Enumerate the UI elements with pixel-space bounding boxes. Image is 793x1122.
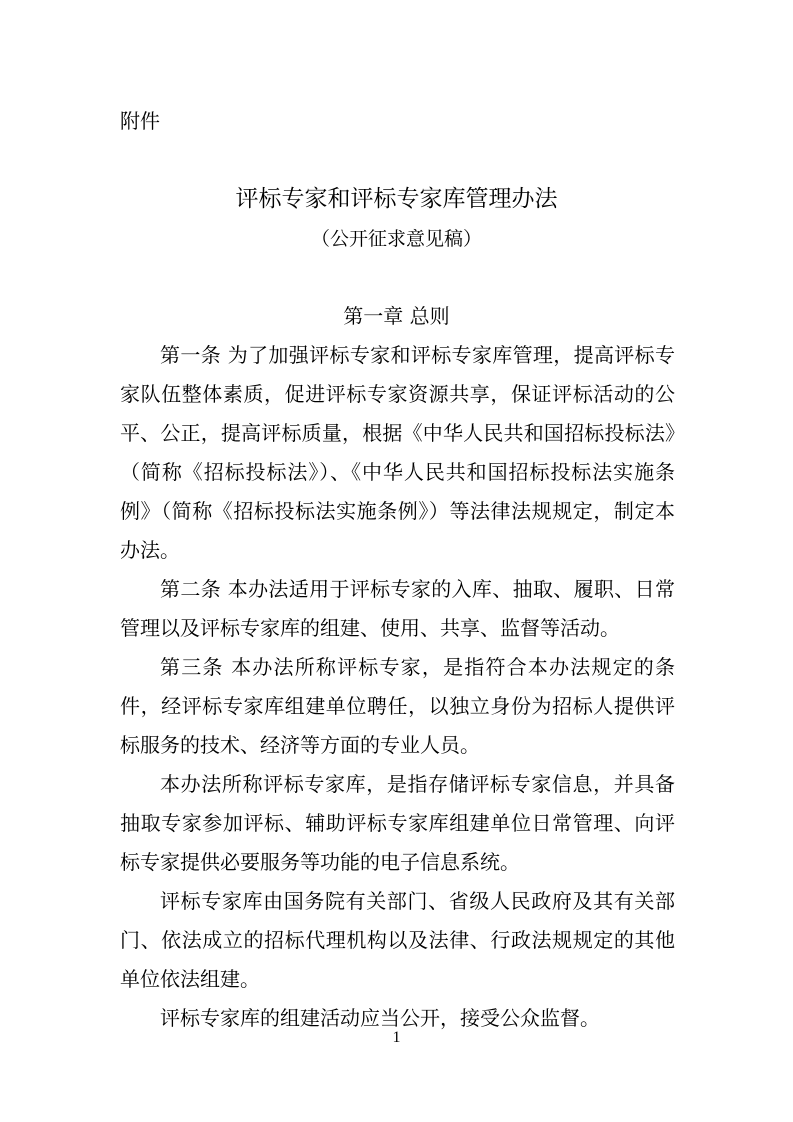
document-subtitle: （公开征求意见稿） (310, 228, 482, 250)
chapter-heading: 第一章 总则 (343, 304, 450, 328)
attachment-label: 附件 (120, 109, 160, 133)
paragraph-expert-database-definition: 本办法所称评标专家库，是指存储评标专家信息，并具备抽取专家参加评标、辅助评标专家库组建单位日常管理、向评标专家提供必要服务等功能的电子信息系统。 (120, 772, 675, 874)
document-title: 评标专家和评标专家库管理办法 (235, 186, 558, 212)
paragraph-article-1: 第一条 为了加强评标专家和评标专家库管理，提高评标专家队伍整体素质，促进评标专家资源共享，保证评标活动的公平、公正，提高评标质量，根据《中华人民共和国招标投标法》（简称《招标投标法》）、《中华人民共和国招标投标法实施条例》（简称《招标投标法实施条例》）等法律法规规定，制定本办法。 (120, 343, 675, 562)
paragraph-database-organizers: 评标专家库由国务院有关部门、省级人民政府及其有关部门、依法成立的招标代理机构以及法律、行政法规规定的其他单位依法组建。 (120, 889, 675, 991)
document-body (120, 336, 675, 1038)
paragraph-public-supervision: 评标专家库的组建活动应当公开，接受公众监督。 (160, 1006, 600, 1030)
paragraph-article-2: 第二条 本办法适用于评标专家的入库、抽取、履职、日常管理以及评标专家库的组建、使用、共享、监督等活动。 (120, 577, 675, 640)
paragraph-article-3: 第三条 本办法所称评标专家，是指符合本办法规定的条件，经评标专家库组建单位聘任，以独立身份为招标人提供评标服务的技术、经济等方面的专业人员。 (120, 655, 675, 757)
page-number: 1 (392, 1029, 401, 1046)
